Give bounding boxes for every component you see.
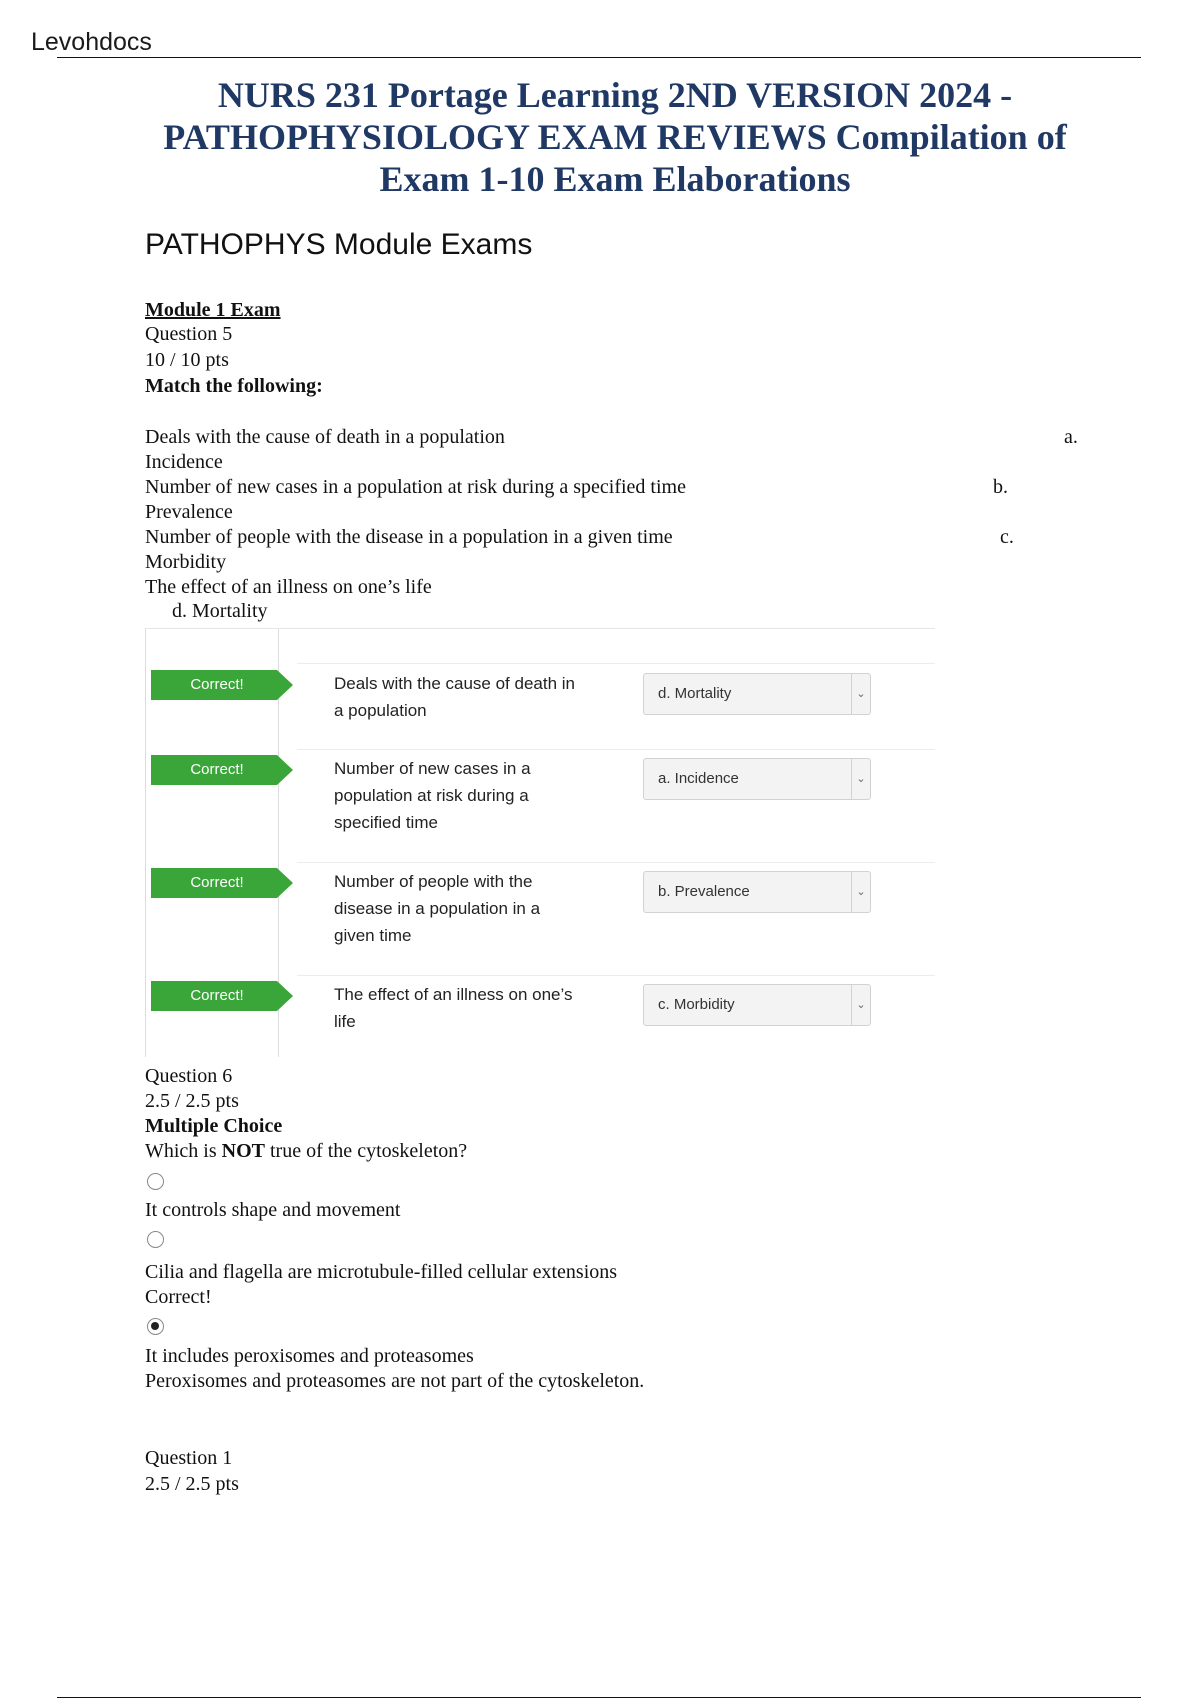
section-heading: PATHOPHYS Module Exams bbox=[145, 228, 533, 261]
question-text-post: true of the cytoskeleton? bbox=[265, 1140, 468, 1162]
question-text-emphasis: NOT bbox=[221, 1140, 265, 1162]
match-prompt: The effect of an illness on one’s life bbox=[334, 985, 573, 1031]
footer-rule bbox=[57, 1697, 1141, 1698]
match-text-line: d. Mortality bbox=[172, 600, 268, 622]
question-5-points: 10 / 10 pts bbox=[145, 349, 229, 371]
match-text-line: Incidence bbox=[145, 451, 223, 473]
question-1-label: Question 1 bbox=[145, 1447, 233, 1469]
chevron-down-icon[interactable]: ⌄ bbox=[851, 674, 870, 714]
option-letter: c. bbox=[1000, 526, 1014, 548]
match-text-line: Deals with the cause of death in a population bbox=[145, 426, 505, 448]
title-line-3: Exam 1-10 Exam Elaborations bbox=[379, 159, 851, 199]
question-5-instruction: Match the following: bbox=[145, 375, 323, 397]
question-1-points: 2.5 / 2.5 pts bbox=[145, 1473, 239, 1495]
answer-select-value: d. Mortality bbox=[658, 685, 732, 702]
correct-badge-label: Correct! bbox=[190, 987, 244, 1004]
option-text: It controls shape and movement bbox=[145, 1199, 401, 1221]
question-5-label: Question 5 bbox=[145, 323, 233, 345]
match-text-line: Number of people with the disease in a population in a given time bbox=[145, 526, 673, 548]
answer-select[interactable] bbox=[643, 673, 871, 715]
correct-badge bbox=[151, 755, 277, 785]
match-text-line: Number of new cases in a population at risk during a specified time bbox=[145, 476, 686, 498]
title-line-1: NURS 231 Portage Learning 2ND VERSION 2024 - bbox=[217, 75, 1013, 115]
document-title bbox=[140, 74, 1090, 200]
answer-select[interactable] bbox=[643, 871, 871, 913]
answer-select[interactable] bbox=[643, 984, 871, 1026]
brand-label: Levohdocs bbox=[31, 28, 152, 56]
correct-badge bbox=[151, 981, 277, 1011]
row-divider bbox=[297, 975, 935, 976]
answer-select-value: a. Incidence bbox=[658, 770, 739, 787]
option-radio[interactable] bbox=[147, 1173, 164, 1190]
matching-widget bbox=[145, 628, 935, 1057]
question-6-label: Question 6 bbox=[145, 1065, 233, 1087]
option-radio[interactable] bbox=[147, 1231, 164, 1248]
question-6-points: 2.5 / 2.5 pts bbox=[145, 1090, 239, 1112]
question-6-text bbox=[145, 1139, 467, 1164]
answer-select-value: c. Morbidity bbox=[658, 996, 735, 1013]
correct-badge bbox=[151, 670, 277, 700]
correct-label: Correct! bbox=[145, 1286, 212, 1308]
chevron-down-icon[interactable]: ⌄ bbox=[851, 872, 870, 912]
answer-select[interactable] bbox=[643, 758, 871, 800]
answer-select-value: b. Prevalence bbox=[658, 883, 750, 900]
option-text: Cilia and flagella are microtubule-filled cellular extensions bbox=[145, 1261, 618, 1283]
question-text-pre: Which is bbox=[145, 1140, 222, 1162]
option-text: It includes peroxisomes and proteasomes bbox=[145, 1345, 474, 1367]
match-prompt: Deals with the cause of death in a population bbox=[334, 674, 575, 720]
row-divider bbox=[297, 663, 935, 664]
match-prompt: Number of new cases in a population at risk during a specified time bbox=[334, 759, 531, 832]
row-divider bbox=[297, 862, 935, 863]
correct-badge bbox=[151, 868, 277, 898]
option-letter: b. bbox=[993, 476, 1008, 498]
chevron-down-icon[interactable]: ⌄ bbox=[851, 759, 870, 799]
match-text-line: The effect of an illness on one’s life bbox=[145, 576, 432, 598]
title-line-2: PATHOPHYSIOLOGY EXAM REVIEWS Compilation of bbox=[163, 117, 1067, 157]
correct-badge-label: Correct! bbox=[190, 874, 244, 891]
match-text-line: Morbidity bbox=[145, 551, 227, 573]
match-text-line: Prevalence bbox=[145, 501, 233, 523]
header-rule bbox=[57, 57, 1141, 58]
module-exam-label: Module 1 Exam bbox=[145, 299, 281, 321]
question-6-type: Multiple Choice bbox=[145, 1115, 283, 1137]
option-radio-selected[interactable] bbox=[147, 1318, 164, 1335]
option-letter: a. bbox=[1064, 426, 1078, 448]
row-divider bbox=[297, 749, 935, 750]
correct-badge-label: Correct! bbox=[190, 761, 244, 778]
chevron-down-icon[interactable]: ⌄ bbox=[851, 985, 870, 1025]
match-prompt: Number of people with the disease in a population in a given time bbox=[334, 872, 541, 945]
correct-badge-label: Correct! bbox=[190, 676, 244, 693]
answer-explanation: Peroxisomes and proteasomes are not part of the cytoskeleton. bbox=[145, 1370, 645, 1392]
